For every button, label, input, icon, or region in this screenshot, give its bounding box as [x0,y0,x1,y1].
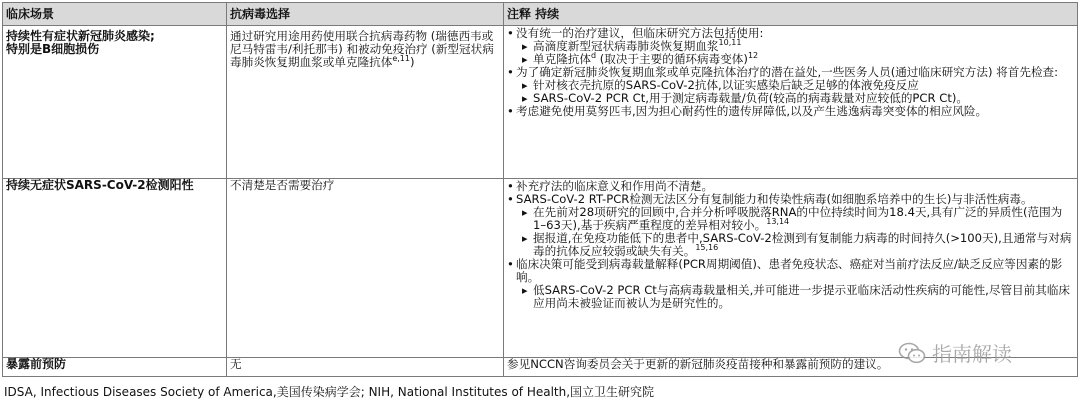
note-text: 为了确定新冠肺炎恢复期血浆或单克隆抗体治疗的潜在益处,一些医务人员(通过临床研究方法) 将首先检查: [516,65,1059,79]
note-text: 临床决策可能受到病毒载量解释(PCR周期阈值)、患者免疫状态、癌症对当前疗法反应/缺乏反应等因素的影响。 [516,256,1063,284]
subitem-text: SARS-CoV-2 PCR Ct,用于测定病毒载量/负荷(较高的病毒载量对应较低的PCR Ct)。 [533,91,969,105]
scenario-line: 持续性有症状新冠肺炎感染; [6,29,155,43]
subitem-text: 针对核衣壳抗原的SARS-CoV-2抗体,以证实感染后缺乏足够的体液免疫反应 [533,78,919,92]
note-text: 考虑避免使用莫努匹韦,因为担心耐药性的遗传屏障低,以及产生逃逸病毒突变体的相应风险。 [516,104,988,118]
subitem-text: 低SARS-CoV-2 PCR Ct与高病毒载量相关,并可能进一步提示亚临床活动性疾病的可能性,尽管目前其临床应用尚未被验证而被认为是研究性的。 [533,282,1071,310]
wechat-icon [898,342,926,364]
antiviral-cell [227,178,504,358]
notes-list [507,180,1074,310]
scenario-cell [3,358,227,377]
note-subitem [522,206,1074,232]
note-text: SARS-CoV-2 RT-PCR检测无法区分有复制能力和传染性病毒(如细胞系培养中的生长)与非活性病毒。 [516,191,1033,206]
table-row [3,26,1078,179]
antiviral-ref: e,11 [392,54,410,64]
antiviral-cell [227,358,504,377]
note-sublist [516,79,1074,105]
note-sublist [516,284,1074,310]
scenario-line: 特别是B细胞损伤 [6,42,100,56]
note-sublist [516,206,1074,258]
watermark-text: 指南解读 [932,342,1012,366]
subitem-text: 据报道,在免疫功能低下的患者中,SARS-CoV-2检测到有复制能力病毒的时间持久(>100天),且通常与对病毒的抗体反应较弱或缺失有关。 [533,230,1072,258]
note-item [507,66,1074,105]
treatment-table [2,2,1078,377]
subitem-ref: d [590,51,597,61]
antiviral-tail: ) [409,55,415,69]
antiviral-text: 无 [230,357,242,372]
note-subitem [522,284,1074,310]
header-row [3,3,1078,26]
note-text: 没有统一的治疗建议，但临床研究方法包括使用: [516,26,764,40]
scenario-line: 暴露前预防 [6,357,67,372]
header-notes: 注释 持续 [504,3,1078,26]
note-subitem [522,232,1074,258]
subitem-ref: 12 [747,51,759,61]
notes-cell [504,178,1078,358]
subitem-ref: 10,11 [718,38,742,48]
header-scenario: 临床场景 [3,3,227,26]
note-text: 补充疗法的临床意义和作用尚不清楚。 [516,178,714,193]
antiviral-text: 不清楚是否需要治疗 [230,177,335,192]
note-item [507,258,1074,310]
subitem-text: 单克隆抗体 [533,52,591,66]
table-row [3,178,1078,358]
subitem-ref: 13,14 [766,216,790,226]
antiviral-cell [227,26,504,179]
note-item [507,105,1074,118]
notes-cell [504,26,1078,179]
antiviral-text: 通过研究用途用药使用联合抗病毒药物 (瑞德西韦或尼马特雷韦/利托那韦) 和被动免疫治疗 (新型冠状病毒肺炎恢复期血浆或单克隆抗体 [230,29,494,69]
note-text: 参见NCCN咨询委员会关于更新的新冠肺炎疫苗接种和暴露前预防的建议。 [507,357,889,372]
subitem-tail: (取决于主要的循环病毒变体) [599,52,748,66]
subitem-ref: 15,16 [695,242,719,252]
note-item [507,27,1074,66]
note-sublist [516,40,1074,66]
subitem-text: 在先前对28项研究的回顾中,合并分析呼吸脱落RNA的中位持续时间为18.4天,具有广泛的异质性(范围为1–63天),基于疾病严重程度的差异相对较小。 [533,204,1063,232]
notes-list [507,27,1074,118]
scenario-cell [3,26,227,179]
note-item [507,193,1074,258]
scenario-cell [3,178,227,358]
subitem-text: 高滴度新型冠状病毒肺炎恢复期血浆 [533,39,719,53]
scenario-line: 持续无症状SARS-CoV-2检测阳性 [6,177,194,192]
header-antiviral: 抗病毒选择 [227,3,504,26]
footnote: IDSA, Infectious Diseases Society of America,美国传染病学会; NIH, National Institutes of Health,国立卫生研究院 [4,385,655,399]
watermark [898,338,1012,367]
